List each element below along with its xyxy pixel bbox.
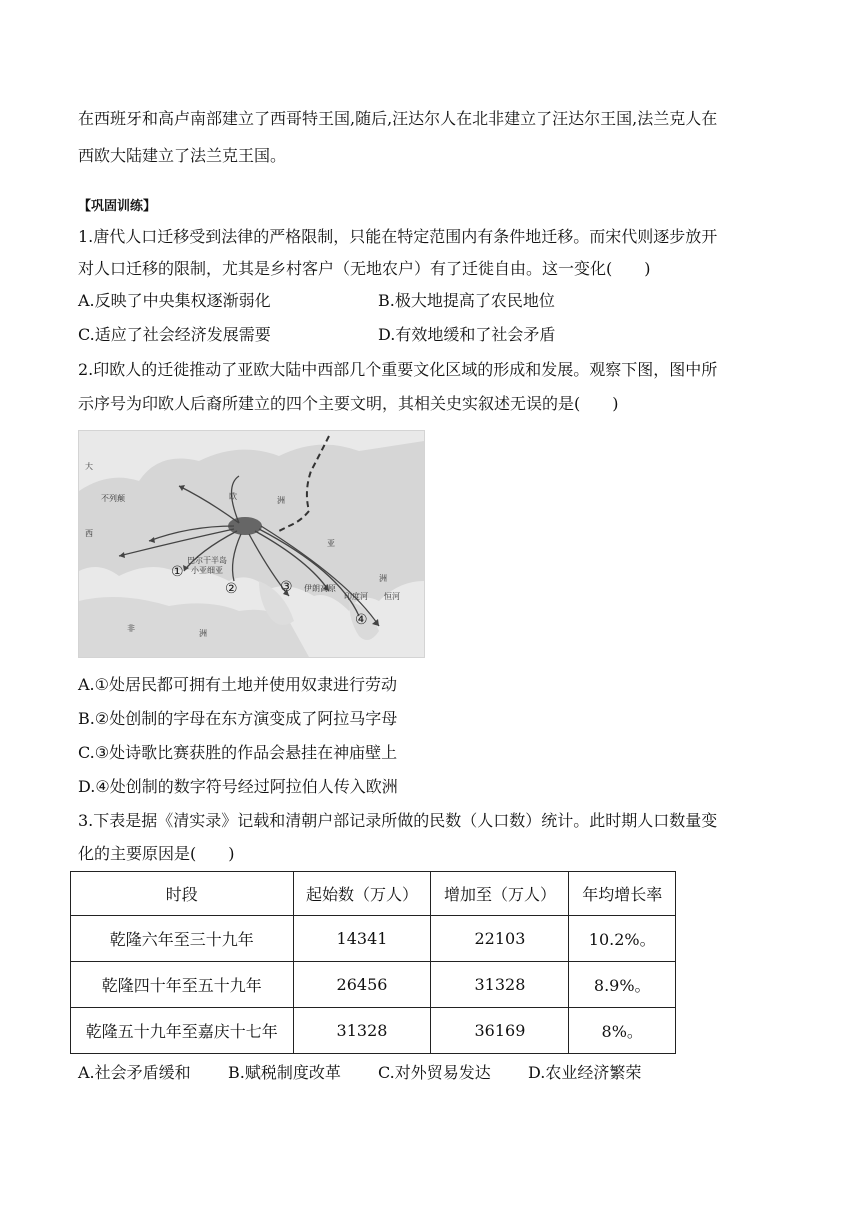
- map-label-4: 洲: [277, 496, 285, 505]
- table-cell: 14341: [293, 916, 431, 962]
- q1-option-b: B.极大地提高了农民地位: [378, 291, 555, 310]
- table-header-cell: 增加至（万人）: [431, 872, 569, 916]
- population-table: [70, 871, 676, 1054]
- map-marker-1: ①: [171, 564, 184, 580]
- q1-option-d: D.有效地缓和了社会矛盾: [378, 325, 556, 344]
- map-label-11: 印度河: [344, 592, 368, 601]
- map-marker-4: ④: [355, 612, 368, 628]
- table-cell: 31328: [431, 962, 569, 1008]
- table-header-cell: 起始数（万人）: [293, 872, 431, 916]
- q2-option-d: D.④处创制的数字符号经过阿拉伯人传入欧洲: [78, 777, 398, 796]
- migration-map-svg: [79, 431, 424, 657]
- q1-stem-line-2: 对人口迁移的限制，尤其是乡村客户（无地农户）有了迁徙自由。这一变化( ): [78, 259, 651, 278]
- table-cell: 31328: [293, 1008, 431, 1054]
- map-label-6: 巴尔干半岛: [187, 556, 227, 565]
- q3-stem-line-1: 3.下表是据《清实录》记载和清朝户部记录所做的民数（人口数）统计。此时期人口数量变: [78, 811, 718, 830]
- q2-stem-line-1: 2.印欧人的迁徙推动了亚欧大陆中西部几个重要文化区域的形成和发展。观察下图，图中所: [78, 360, 718, 379]
- table-row: [71, 916, 676, 962]
- q2-stem-line-2: 示序号为印欧人后裔所建立的四个主要文明，其相关史实叙述无误的是( ): [78, 394, 619, 413]
- map-marker-2: ②: [225, 581, 238, 597]
- q3-option-a: A.社会矛盾缓和: [78, 1063, 191, 1082]
- map-label-9: 洲: [379, 574, 387, 583]
- table-header-cell: 年均增长率: [569, 872, 676, 916]
- table-cell: 22103: [431, 916, 569, 962]
- table-cell: 乾隆六年至三十九年: [71, 916, 294, 962]
- map-label-1: 不列颠: [101, 494, 125, 503]
- table-header-cell: 时段: [71, 872, 294, 916]
- q3-option-b: B.赋税制度改革: [228, 1063, 341, 1082]
- map-label-13: 洲: [199, 629, 207, 638]
- q3-option-d: D.农业经济繁荣: [528, 1063, 642, 1082]
- q2-option-b: B.②处创制的字母在东方演变成了阿拉马字母: [78, 709, 398, 728]
- q1-option-a: A.反映了中央集权逐渐弱化: [78, 291, 271, 310]
- intro-line-1: 在西班牙和高卢南部建立了西哥特王国,随后,汪达尔人在北非建立了汪达尔王国,法兰克人在: [78, 109, 718, 128]
- map-marker-3: ③: [280, 579, 293, 595]
- map-label-0: 大: [85, 462, 93, 471]
- table-cell: 乾隆五十九年至嘉庆十七年: [71, 1008, 294, 1054]
- map-label-3: 欧: [229, 492, 237, 501]
- table-cell: 乾隆四十年至五十九年: [71, 962, 294, 1008]
- intro-line-2: 西欧大陆建立了法兰克王国。: [78, 146, 287, 165]
- table-cell: 26456: [293, 962, 431, 1008]
- q1-stem-line-1: 1.唐代人口迁移受到法律的严格限制，只能在特定范围内有条件地迁移。而宋代则逐步放开: [78, 227, 718, 246]
- section-title: 【巩固训练】: [78, 199, 157, 214]
- q2-option-c: C.③处诗歌比赛获胜的作品会悬挂在神庙壁上: [78, 743, 398, 762]
- migration-map: [78, 430, 425, 658]
- table-row: [71, 962, 676, 1008]
- table-cell: 8%。: [569, 1008, 676, 1054]
- map-label-7: 小亚细亚: [191, 566, 223, 575]
- map-label-10: 恒河: [384, 592, 400, 601]
- map-label-5: 亚: [327, 539, 335, 548]
- map-label-2: 西: [85, 529, 93, 538]
- q3-stem-line-2: 化的主要原因是( ): [78, 844, 235, 863]
- table-header-row: [71, 872, 676, 916]
- q3-option-c: C.对外贸易发达: [378, 1063, 491, 1082]
- map-label-8: 伊朗高原: [304, 584, 336, 593]
- table-row: [71, 1008, 676, 1054]
- table-cell: 8.9%。: [569, 962, 676, 1008]
- map-label-12: 非: [127, 624, 135, 633]
- q1-option-c: C.适应了社会经济发展需要: [78, 325, 271, 344]
- table-cell: 36169: [431, 1008, 569, 1054]
- table-cell: 10.2%。: [569, 916, 676, 962]
- q2-option-a: A.①处居民都可拥有土地并使用奴隶进行劳动: [78, 675, 397, 694]
